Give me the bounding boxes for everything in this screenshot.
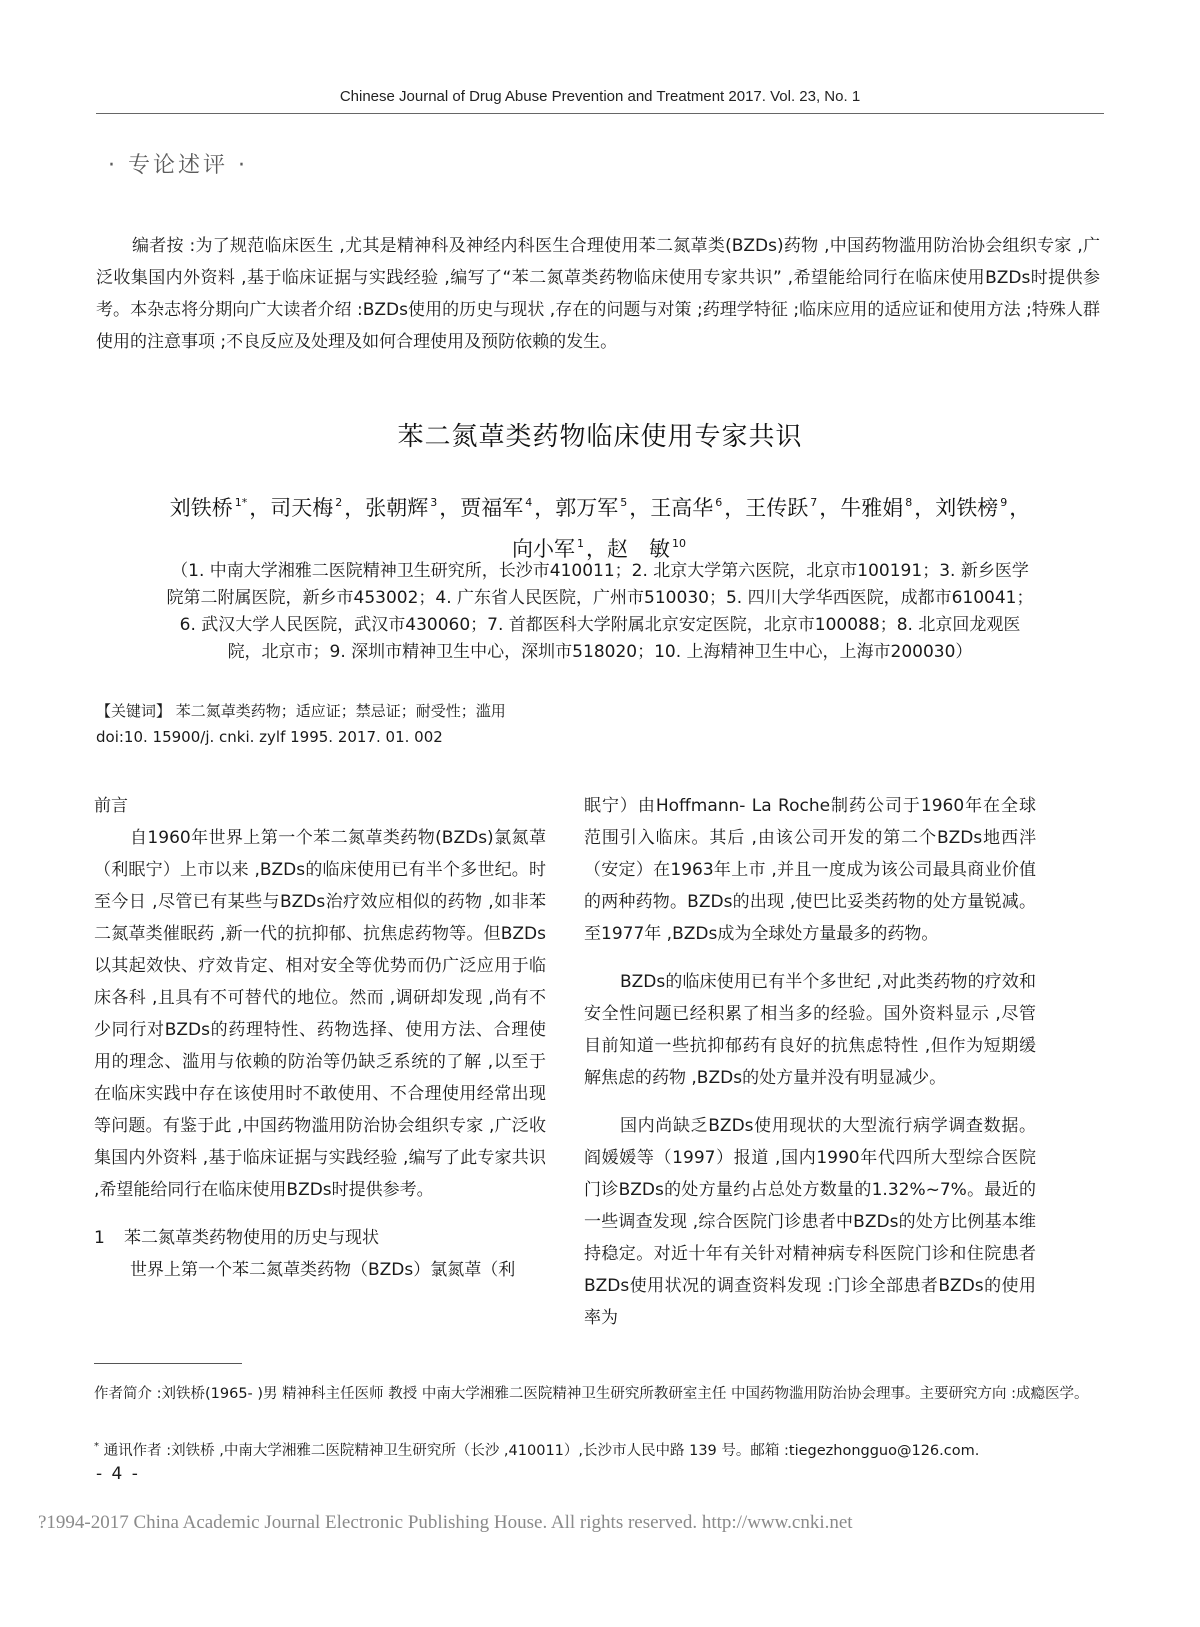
author-name: 王传跃 xyxy=(745,496,809,520)
author-affiliation-mark: 10 xyxy=(672,537,686,550)
author-name: 刘铁桥 xyxy=(169,496,233,520)
article-title: 苯二氮䓬类药物临床使用专家共识 xyxy=(397,422,803,452)
author-separator: ， xyxy=(439,496,461,520)
keywords-label: 【关键词】 xyxy=(96,702,172,720)
author-affiliation-mark: 5 xyxy=(620,496,628,509)
paragraph: 世界上第一个苯二氮䓬类药物（BZDs）氯氮䓬（利 xyxy=(130,1260,516,1280)
right-column xyxy=(584,790,1036,1334)
author-name: 郭万军 xyxy=(555,496,619,520)
author-name: 刘铁榜 xyxy=(935,496,999,520)
author-name: 司天梅 xyxy=(270,496,334,520)
affiliation-line: （1. 中南大学湘雅二医院精神卫生研究所，长沙市410011；2. 北京大学第六医院，北京市100191；3. 新乡医学 xyxy=(171,561,1029,581)
author-name: 贾福军 xyxy=(460,496,524,520)
section-title: 苯二氮䓬类药物使用的历史与现状 xyxy=(124,1228,379,1248)
left-column xyxy=(94,790,546,1286)
running-head: Chinese Journal of Drug Abuse Prevention and Treatment 2017. Vol. 23, No. 1 xyxy=(339,88,861,105)
author-separator: ， xyxy=(1009,496,1031,520)
preface-heading: 前言 xyxy=(94,796,128,816)
author-separator: ， xyxy=(249,496,271,520)
author-separator: ， xyxy=(914,496,936,520)
author-list xyxy=(96,485,1104,567)
affiliation-line: 院，北京市；9. 深圳市精神卫生中心，深圳市518020；10. 上海精神卫生中心，上海市200030） xyxy=(227,642,973,662)
author-affiliation-mark: 1 xyxy=(577,537,584,550)
paragraph: 自1960年世界上第一个苯二氮䓬类药物(BZDs)氯氮䓬（利眠宁）上市以来 ,BZDs的临床使用已有半个多世纪。时至今日 ,尽管已有某些与BZDs治疗效应相似的药物 ,如非苯二氮䓬类催眠药 ,新一代的抗抑郁、抗焦虑药物等。但BZDs以其起效快、疗效肯定、相对安全等优势而仍广泛应用于临床各科 ,且具有不可替代的地位。然而 ,调研却发现 ,尚有不少同行对BZDs的药理特性、药物选择、使用方法、合理使用的理念、滥用与依赖的防治等仍缺乏系统的了解 ,以至于在临床实践中存在该使用时不敢使用、不合理使用经常出现等问题。有鉴于此 ,中国药物滥用防治协会组织专家 ,广泛收集国内外资料 ,基于临床证据与实践经验 ,编写了此专家共识 ,希望能给同行在临床使用BZDs时提供参考。 xyxy=(94,828,546,1200)
author-separator: ， xyxy=(586,537,607,561)
paragraph: 眠宁）由Hoffmann- La Roche制药公司于1960年在全球范围引入临床。其后 ,由该公司开发的第二个BZDs地西泮（安定）在1963年上市 ,并且一度成为该公司最具商业价值的两种药物。BZDs的出现 ,使巴比妥类药物的处方量锐减。至1977年 ,BZDs成为全球处方量最多的药物。 xyxy=(584,796,1036,944)
affiliation-line: 6. 武汉大学人民医院，武汉市430060；7. 首都医科大学附属北京安定医院，北京市100088；8. 北京回龙观医 xyxy=(179,615,1021,635)
author-affiliation-mark: 7 xyxy=(810,496,818,509)
header-rule xyxy=(96,113,1104,114)
author-affiliation-mark: 1* xyxy=(234,496,248,509)
author-affiliation-mark: 2 xyxy=(335,496,343,509)
author-affiliation-mark: 6 xyxy=(715,496,723,509)
author-affiliation-mark: 9 xyxy=(1000,496,1008,509)
editor-note: 编者按 :为了规范临床医生 ,尤其是精神科及神经内科医生合理使用苯二氮䓬类(BZDs)药物 ,中国药物滥用防治协会组织专家 ,广泛收集国内外资料 ,基于临床证据与实践经验 ,编写了“苯二氮䓬类药物临床使用专家共识” ,希望能给同行在临床使用BZDs时提供参考。本杂志将分期向广大读者介绍 :BZDs使用的历史与现状 ,存在的问题与对策 ;药理学特征 ;临床应用的适应证和使用方法 ;特殊人群使用的注意事项 ;不良反应及处理及如何合理使用及预防依赖的发生。 xyxy=(96,236,1100,352)
author-affiliation-mark: 8 xyxy=(905,496,913,509)
footnote-mark: * xyxy=(94,1441,99,1452)
section-number: 1 xyxy=(94,1228,105,1248)
author-separator: ， xyxy=(629,496,651,520)
author-name: 王高华 xyxy=(650,496,714,520)
page-number: - 4 - xyxy=(96,1464,140,1484)
author-bio-footnote: 作者简介 :刘铁桥(1965- )男 精神科主任医师 教授 中南大学湘雅二医院精神卫生研究所教研室主任 中国药物滥用防治协会理事。主要研究方向 :成瘾医学。 xyxy=(94,1386,1089,1402)
author-separator: ， xyxy=(344,496,366,520)
section-tag: · 专论述评 · xyxy=(108,153,248,178)
author-affiliation-mark: 4 xyxy=(525,496,533,509)
affiliations xyxy=(96,558,1104,666)
section-heading xyxy=(94,1222,546,1254)
author-separator: ， xyxy=(819,496,841,520)
author-name: 向小军 xyxy=(512,537,575,561)
author-separator: ， xyxy=(724,496,746,520)
doi: doi:10. 15900/j. cnki. zylf 1995. 2017. 01. 002 xyxy=(96,728,443,746)
keywords xyxy=(96,700,506,721)
paragraph: BZDs的临床使用已有半个多世纪 ,对此类药物的疗效和安全性问题已经积累了相当多的经验。国外资料显示 ,尽管目前知道一些抗抑郁药有良好的抗焦虑特性 ,但作为短期缓解焦虑的药物 ,BZDs的处方量并没有明显减少。 xyxy=(584,972,1036,1088)
author-name: 张朝辉 xyxy=(365,496,429,520)
author-name: 赵 敏 xyxy=(607,537,670,561)
paragraph: 国内尚缺乏BZDs使用现状的大型流行病学调查数据。阎媛媛等（1997）报道 ,国内1990年代四所大型综合医院门诊BZDs的处方量约占总处方数量的1.32%~7%。最近的一些调查发现 ,综合医院门诊患者中BZDs的处方比例基本维持稳定。对近十年有关针对精神病专科医院门诊和住院患者BZDs使用状况的调查资料发现 :门诊全部患者BZDs的使用率为 xyxy=(584,1116,1036,1328)
author-name: 牛雅娟 xyxy=(840,496,904,520)
keywords-text: 苯二氮䓬类药物；适应证；禁忌证；耐受性；滥用 xyxy=(175,702,506,720)
author-affiliation-mark: 3 xyxy=(430,496,438,509)
affiliation-line: 院第二附属医院，新乡市453002；4. 广东省人民医院，广州市510030；5. 四川大学华西医院，成都市610041； xyxy=(166,588,1034,608)
author-separator: ， xyxy=(534,496,556,520)
copyright-watermark: ?1994-2017 China Academic Journal Electronic Publishing House. All rights reserved. http://www.cnki.net xyxy=(38,1512,853,1533)
corresponding-author-footnote xyxy=(94,1434,1102,1464)
footnote-rule xyxy=(94,1363,242,1364)
footnote-text: 通讯作者 :刘铁桥 ,中南大学湘雅二医院精神卫生研究所（长沙 ,410011）,长沙市人民中路 139 号。邮箱 :tiegezhongguo@126.com. xyxy=(103,1443,980,1459)
